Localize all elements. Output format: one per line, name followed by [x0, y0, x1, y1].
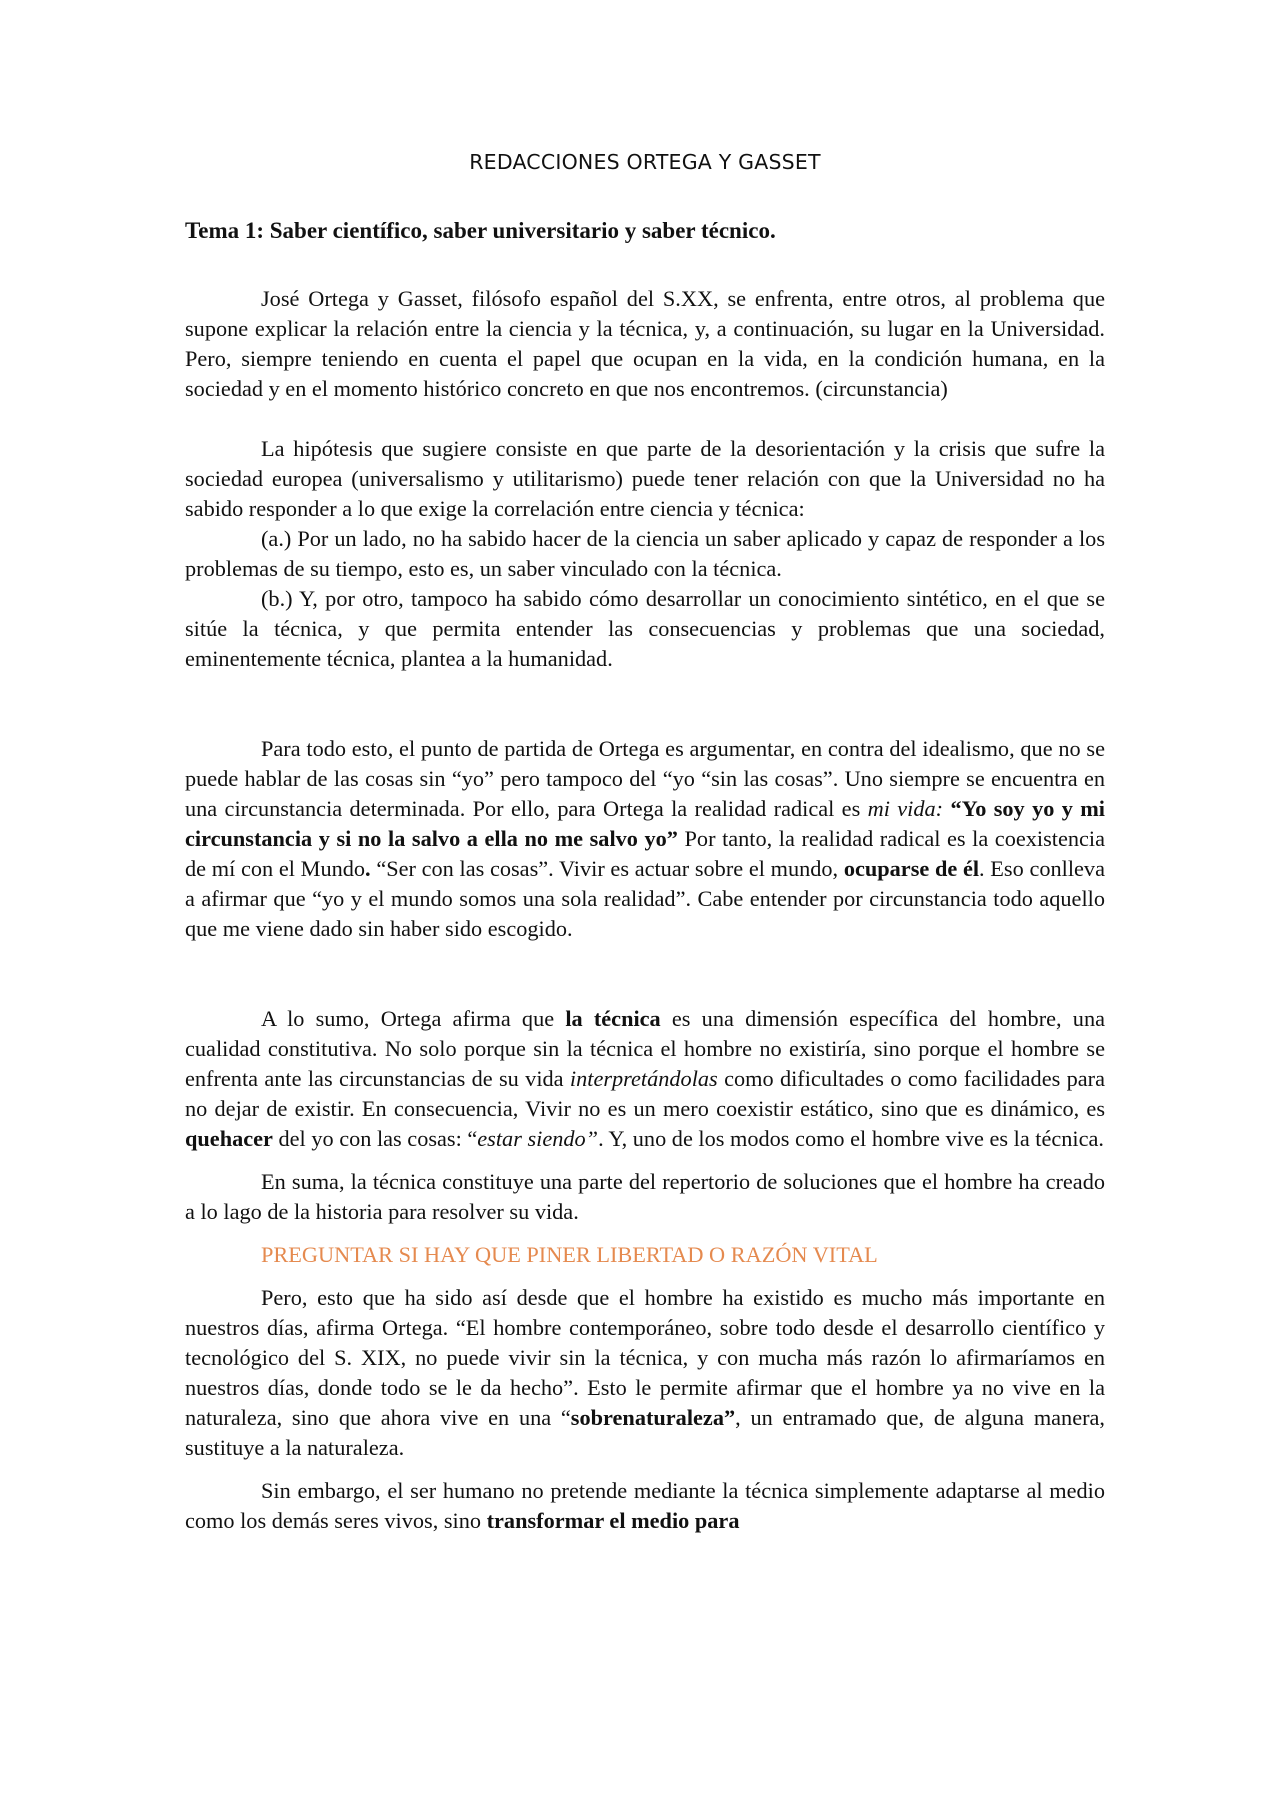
italic-segment: mi vida:	[867, 796, 944, 821]
text-segment: Para todo esto, el punto de partida de Ortega es argumentar, en contra del idealismo, que no se puede hablar de las cosas sin “yo” pero tampoco del “yo “sin las cosas”. Uno siempre se encuentra en una circunstancia determinada. Por ello, para Ortega la realidad radical es	[185, 736, 1105, 821]
bold-segment: transformar el medio para	[486, 1508, 740, 1533]
bold-segment: ocuparse de él	[843, 856, 980, 881]
text-segment: . Eso conlleva a afirmar que “yo y el mundo somos una sola realidad”. Cabe entender por circunstancia todo aquello que me viene dado sin haber sido escogido.	[185, 856, 1105, 941]
italic-segment: interpretándolas	[569, 1066, 718, 1091]
note-highlight: PREGUNTAR SI HAY QUE PINER LIBERTAD O RAZÓN VITAL	[261, 1242, 878, 1267]
bold-segment: quehacer	[185, 1126, 273, 1151]
italic-segment: estar siendo”	[477, 1126, 599, 1151]
text-segment: . Y, uno de los modos como el hombre vive es la técnica.	[598, 1126, 1104, 1151]
topic-heading: Tema 1: Saber científico, saber universitario y saber técnico.	[185, 218, 776, 243]
text-segment: Por tanto, la realidad radical es la coexistencia de mí con el Mundo	[185, 826, 1105, 881]
document-page	[185, 150, 1105, 1536]
paragraph-hypothesis: La hipótesis que sugiere consiste en que parte de la desorientación y la crisis que sufre la sociedad europea (universalismo y utilitarismo) puede tener relación con que la Universidad no ha sabido responder a lo que exige la correlación entre ciencia y técnica:	[185, 436, 1105, 521]
document-title: REDACCIONES ORTEGA Y GASSET	[469, 150, 821, 174]
paragraph-technique	[185, 1004, 1105, 1154]
paragraph-hypothesis-b: (b.) Y, por otro, tampoco ha sabido cómo desarrollar un conocimiento sintético, en el que se sitúe la técnica, y que permita entender las consecuencias y problemas que una sociedad, eminentemente técnica, plantea a la humanidad.	[185, 586, 1105, 671]
text-segment: Sin embargo, el ser humano no pretende mediante la técnica simplemente adaptarse al medio como los demás seres vivos, sino	[185, 1478, 1105, 1533]
bold-segment: .	[365, 856, 371, 881]
paragraph-summary: En suma, la técnica constituye una parte del repertorio de soluciones que el hombre ha creado a lo lago de la historia para resolver su vida.	[185, 1169, 1105, 1224]
text-segment: como dificultades o como facilidades para no dejar de existir. En consecuencia, Vivir no es un mero coexistir estático, sino que es dinámico, es	[185, 1066, 1105, 1121]
text-segment: A lo sumo, Ortega afirma que	[261, 1006, 566, 1031]
bold-quote: “Yo soy yo y mi circunstancia y si no la salvo a ella no me salvo yo”	[185, 796, 1105, 851]
paragraph-contemporary	[185, 1283, 1105, 1463]
paragraph-transform	[185, 1476, 1105, 1536]
paragraph-starting-point	[185, 734, 1105, 944]
paragraph-intro: José Ortega y Gasset, filósofo español del S.XX, se enfrenta, entre otros, al problema que supone explicar la relación entre la ciencia y la técnica, y, a continuación, su lugar en la Universidad. Pero, siempre teniendo en cuenta el papel que ocupan en la vida, en la condición humana, en la sociedad y en el momento histórico concreto en que nos encontremos. (circunstancia)	[185, 286, 1105, 401]
text-segment: es una dimensión específica del hombre, una cualidad constitutiva. No solo porque sin la técnica el hombre no existiría, sino porque el hombre se enfrenta ante las circunstancias de su vida	[185, 1006, 1105, 1091]
bold-segment: sobrenaturaleza”	[570, 1405, 736, 1430]
text-segment: Pero, esto que ha sido así desde que el hombre ha existido es mucho más importante en nuestros días, afirma Ortega. “El hombre contemporáneo, sobre todo desde el desarrollo científico y tecnológico del S. XIX, no puede vivir sin la técnica, y con mucha más razón lo afirmaríamos en nuestros días, donde todo se le da hecho”. Esto le permite afirmar que el hombre ya no vive en la naturaleza, sino que ahora vive en una “	[185, 1285, 1105, 1430]
text-segment: “Ser con las cosas”. Vivir es actuar sobre el mundo,	[370, 856, 844, 881]
text-segment: del yo con las cosas: “	[272, 1126, 478, 1151]
bold-segment: la técnica	[565, 1006, 661, 1031]
paragraph-hypothesis-a: (a.) Por un lado, no ha sabido hacer de la ciencia un saber aplicado y capaz de responder a los problemas de su tiempo, esto es, un saber vinculado con la técnica.	[185, 526, 1105, 581]
text-segment: , un entramado que, de alguna manera, sustituye a la naturaleza.	[185, 1405, 1105, 1460]
